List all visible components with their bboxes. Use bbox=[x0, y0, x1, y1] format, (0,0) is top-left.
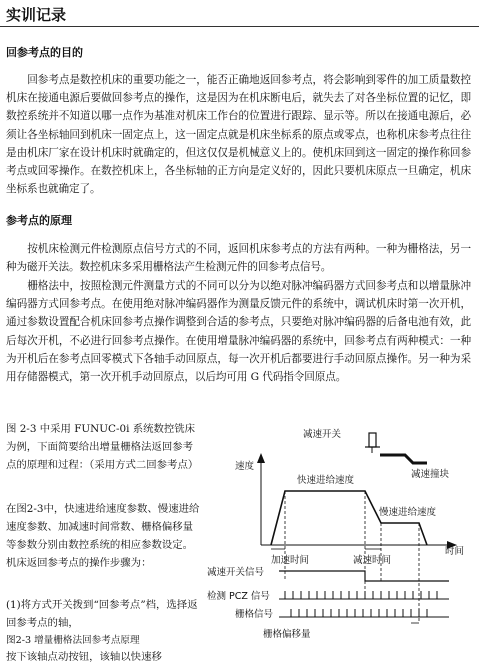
reference-point-diagram bbox=[205, 423, 479, 643]
grid-signal-train bbox=[279, 609, 449, 617]
label-decel-switch: 减速开关 bbox=[303, 429, 342, 440]
label-decel-signal: 减速开关信号 bbox=[207, 567, 265, 578]
left-paragraph-step1: (1)将方式开关拨到“回参考点”档，选择返回参考点的轴， bbox=[6, 599, 198, 629]
label-grid-signal: 栅格信号 bbox=[235, 609, 274, 620]
paragraph-principle-2: 栅格法中，按照检测元件测量方式的不同可以分为以绝对脉冲编码器方式回参考点和以增量脉冲编码器方式回参考点。在使用绝对脉冲编码器作为测量反馈元件的系统中，调试机床时第一次开机，通过参数设置配合机床回参考点操作调整到合适的参考点，只要绝对脉冲编码器的后备电池有效，此后每次开机，不必进行回参考点操作。在使用增量脉冲编码器的系统中，回参考点有两种模式：一种为开机后在参考点回零模式下各轴手动回原点，每一次开机后都要进行手动回原点操作。另一种为采用存储器模式，第一次开机手动回原点，以后均可用 G 代码指令回原点。 bbox=[6, 280, 471, 384]
pcz-pulse-train bbox=[279, 591, 449, 599]
label-time-axis: 时间 bbox=[445, 546, 465, 557]
label-fast-feed: 快速进给速度 bbox=[297, 475, 355, 486]
label-decel-time: 减速时间 bbox=[353, 555, 392, 566]
label-pcz-signal: 检测 PCZ 信号 bbox=[207, 591, 270, 602]
left-paragraph-intro: 图 2-3 中采用 FUNUC-0i 系统数控铣床为例，下面简要给出增量栅格法返回参考点的原理和过程：（采用方式二回参考点） bbox=[6, 423, 199, 471]
label-decel-block: 减速撞块 bbox=[411, 469, 450, 480]
decel-switch-signal bbox=[279, 571, 449, 581]
speed-time-axes bbox=[257, 453, 457, 549]
title-divider bbox=[0, 26, 479, 27]
label-accel-time: 加速时间 bbox=[271, 555, 310, 566]
page-title: 实训记录 bbox=[6, 6, 67, 24]
section-heading-purpose: 回参考点的目的 bbox=[6, 46, 83, 59]
decel-block-icon bbox=[380, 455, 427, 463]
left-paragraph-continued: 按下该轴点动按钮，该轴以快速移 bbox=[6, 651, 162, 663]
paragraph-principle-1: 按机床检测元件检测原点信号方式的不同，返回机床参考点的方法有两种。一种为栅格法，另一种为磁开关法。数控机床多采用栅格法产生检测元件的回参考点信号。 bbox=[6, 243, 471, 274]
section-heading-principle: 参考点的原理 bbox=[6, 214, 72, 227]
label-slow-feed: 慢速进给速度 bbox=[379, 507, 437, 518]
speed-profile-line bbox=[271, 491, 427, 545]
paragraph-purpose: 回参考点是数控机床的重要功能之一，能否正确地返回参考点，将会影响到零件的加工质量数控机床在接通电源后要做回参考点的操作，这是因为在机床断电后，就失去了对各坐标位置的记忆，即数控系统并不知道以哪一点作为基准对机床工作台的位置进行跟踪、显示等。所以在接通电源后，必须让各坐标轴回到机床一固定点上，这一固定点就是机床坐标系的原点或零点，也称机床参考点往往是由机床厂家在设计机床时就确定的，但这仅仅是机械意义上的。使机床回到这一固定的操作称回参考点或回零操作。在数控机床上，各坐标轴的正方向是定义好的，因此只要机床原点一旦确定，机床坐标系也就确定了。 bbox=[6, 74, 471, 196]
decel-switch-icon bbox=[365, 433, 380, 453]
left-paragraph-params: 在图2-3中，快速进给速度参数、慢速进给速度参数、加减速时间常数、栅格偏移量等参数分别由数控系统的相应参数设定。机床返回参考点的操作步骤为： bbox=[6, 503, 200, 569]
label-speed-axis: 速度 bbox=[235, 461, 255, 472]
figure-caption: 图2-3 增量栅格法回参考点原理 bbox=[6, 635, 140, 646]
label-grid-offset: 栅格偏移量 bbox=[263, 629, 311, 640]
